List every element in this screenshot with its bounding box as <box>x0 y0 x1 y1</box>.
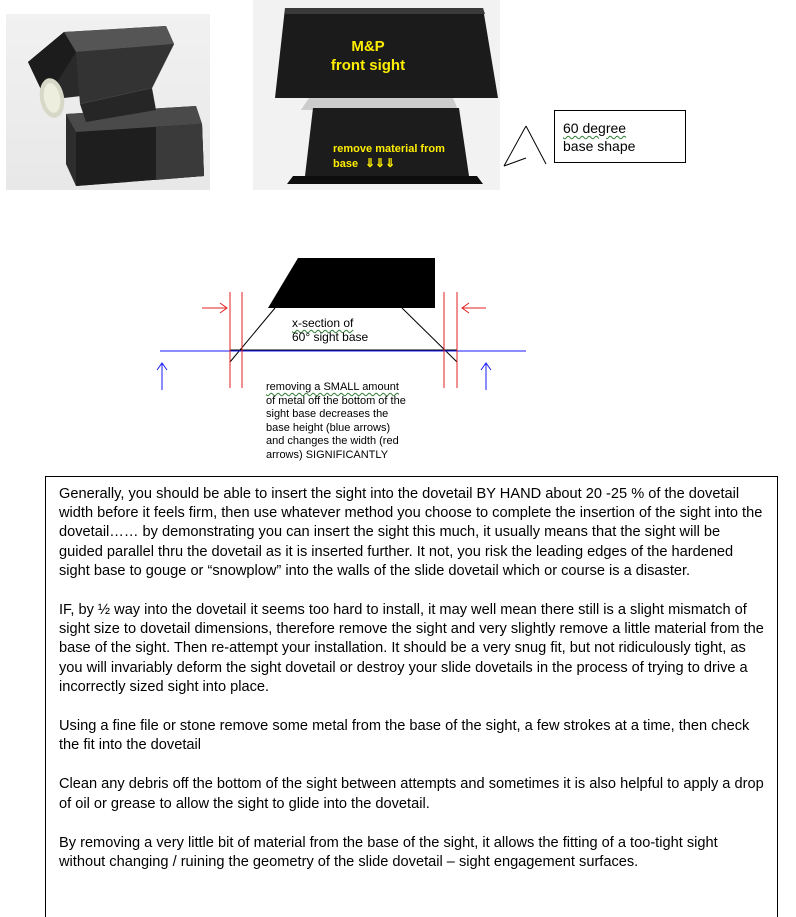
sight-isometric-drawing <box>6 14 210 190</box>
instruction-paragraph: Clean any debris off the bottom of the sight between attempts and sometimes it is also helpful to apply a drop of oil or grease to allow the sight to glide into the dovetail. <box>59 776 764 812</box>
base-left-edge <box>230 308 275 362</box>
remove-material-label: remove material from <box>333 143 445 155</box>
removing-line-6: arrows) SIGNIFICANTLY <box>266 448 389 461</box>
instruction-paragraph: Using a fine file or stone remove some metal from the base of the sight, a few strokes at a time, then check the fit into the dovetail <box>59 718 750 754</box>
cross-section-line-2: 60° sight base <box>292 330 369 344</box>
red-arrow-right-icon <box>462 303 486 313</box>
sight-title: M&P <box>351 38 385 55</box>
removing-line-2: of metal off the bottom of the <box>266 394 406 407</box>
blue-arrow-right-icon <box>481 363 491 390</box>
removing-explanation <box>266 381 426 463</box>
callout-line-2: base shape <box>563 138 636 154</box>
angle-indicator <box>500 120 556 170</box>
instruction-paragraph: Generally, you should be able to insert the sight into the dovetail BY HAND about 20 -25 % of the dovetail width before it feels firm, then use whatever method you choose to complete the insertion of the sight into the dovetail…… by demonstrating you can insert the sight this much, it usually means that the sight will be guided parallel thru the dovetail as it is inserted further. It not, you risk the leading edges of the hardened sight base to gouge or “snowplow” into the walls of the slide dovetail which or course is a disaster. <box>59 486 763 579</box>
base-label: base <box>333 158 359 170</box>
removing-line-4: base height (blue arrows) <box>266 421 391 434</box>
down-arrows-icon: ⇓⇓⇓ <box>365 156 396 170</box>
sight-photo-isometric <box>6 14 210 190</box>
sight-blade-shape <box>268 258 435 308</box>
callout-line-1: 60 degree <box>563 120 627 136</box>
removing-line-5: and changes the width (red <box>266 435 399 448</box>
front-sight-photo <box>253 0 500 190</box>
red-arrow-left-icon <box>202 303 227 313</box>
base-shape-callout <box>554 110 686 163</box>
removing-line-1: removing a SMALL amount <box>266 381 399 393</box>
sight-title-label <box>323 37 413 75</box>
instruction-paragraph: By removing a very little bit of material from the base of the sight, it allows the fitting of a too-tight sight without changing / ruining the geometry of the slide dovetail – sight engagement surfaces. <box>59 834 718 871</box>
instructions-box <box>45 476 778 917</box>
cross-section-line-1: x-section of <box>292 316 354 330</box>
sight-subtitle: front sight <box>330 57 406 74</box>
removing-line-3: sight base decreases the <box>266 408 389 421</box>
instruction-paragraph: IF, by ½ way into the dovetail it seems too hard to install, it may well mean there still is a slight mismatch of sight size to dovetail dimensions, therefore remove the sight and very slightly remove a little material from the base of the sight. Then re-attempt your installation. It should be a very snug fit, but not ridiculously tight, as you will invariably deform the sight dovetail or destroy your slide dovetails in the process of trying to drive a incorrectly sized sight into place. <box>59 602 764 695</box>
cross-section-label <box>292 316 412 344</box>
blue-arrow-left-icon <box>157 363 167 390</box>
